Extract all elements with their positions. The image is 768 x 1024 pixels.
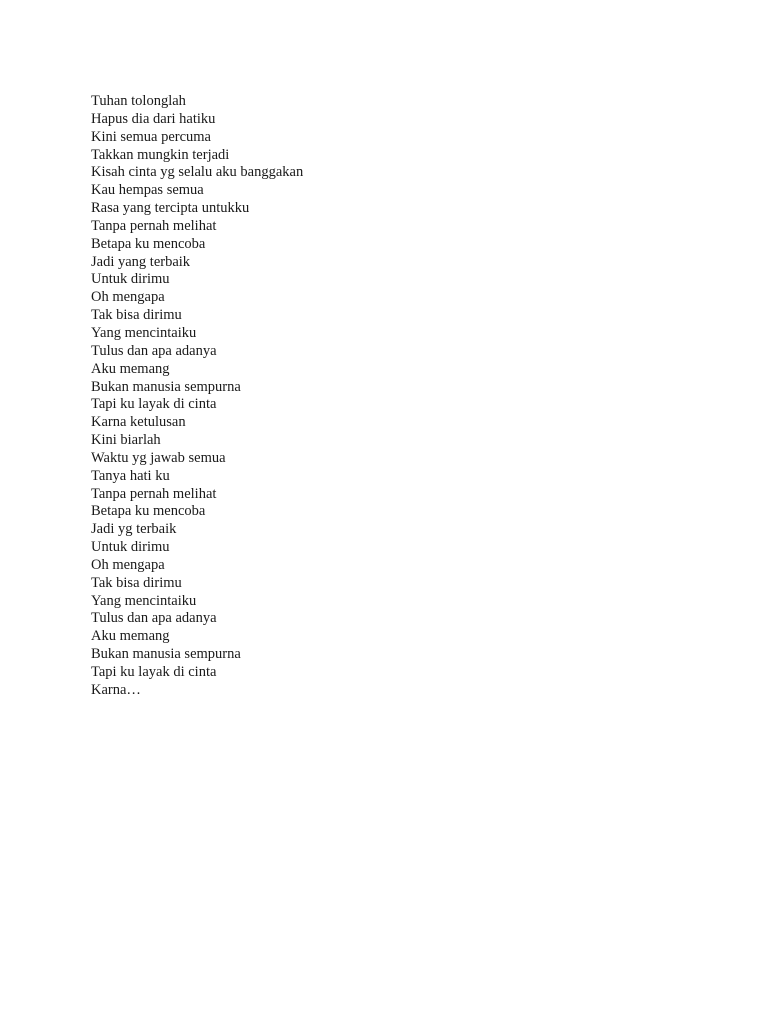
lyric-line: Kini semua percuma xyxy=(91,128,211,145)
lyric-line: Takkan mungkin terjadi xyxy=(91,146,230,163)
lyric-line: Oh mengapa xyxy=(91,289,165,306)
lyric-line: Yang mencintaiku xyxy=(91,592,197,609)
lyric-line: Waktu yg jawab semua xyxy=(91,449,226,466)
lyrics-text xyxy=(91,93,303,700)
lyric-line: Tanpa pernah melihat xyxy=(91,217,217,234)
lyric-line: Betapa ku mencoba xyxy=(91,503,206,520)
lyric-line: Tak bisa dirimu xyxy=(91,307,182,324)
lyric-line: Karna ketulusan xyxy=(91,414,186,431)
lyric-line: Betapa ku mencoba xyxy=(91,235,206,252)
lyric-line: Yang mencintaiku xyxy=(91,324,197,341)
lyric-line: Tanpa pernah melihat xyxy=(91,485,217,502)
lyric-line: Oh mengapa xyxy=(91,556,165,573)
lyric-line: Bukan manusia sempurna xyxy=(91,378,241,395)
lyric-line: Tapi ku layak di cinta xyxy=(91,664,217,680)
lyric-line: Jadi yg terbaik xyxy=(91,521,177,538)
lyric-line: Tanya hati ku xyxy=(91,467,170,484)
lyric-line: Kini biarlah xyxy=(91,432,161,449)
lyric-line: Hapus dia dari hatiku xyxy=(91,110,216,127)
lyric-line: Untuk dirimu xyxy=(91,271,170,288)
lyric-line: Untuk dirimu xyxy=(91,539,170,556)
lyric-line: Karna… xyxy=(91,681,141,698)
lyric-line: Aku memang xyxy=(91,628,170,645)
lyric-line: Rasa yang tercipta untukku xyxy=(91,200,250,217)
lyric-line: Tak bisa dirimu xyxy=(91,574,182,591)
lyric-line: Tulus dan apa adanya xyxy=(91,610,217,627)
lyric-line: Kau hempas semua xyxy=(91,182,204,199)
lyric-line: Bukan manusia sempurna xyxy=(91,646,241,663)
lyric-line: Kisah cinta yg selalu aku banggakan xyxy=(91,164,304,181)
lyric-line: Tuhan tolonglah xyxy=(91,93,186,109)
lyric-line: Tapi ku layak di cinta xyxy=(91,396,217,413)
lyric-line: Jadi yang terbaik xyxy=(91,253,191,270)
lyric-line: Aku memang xyxy=(91,360,170,377)
lyric-line: Tulus dan apa adanya xyxy=(91,342,217,359)
